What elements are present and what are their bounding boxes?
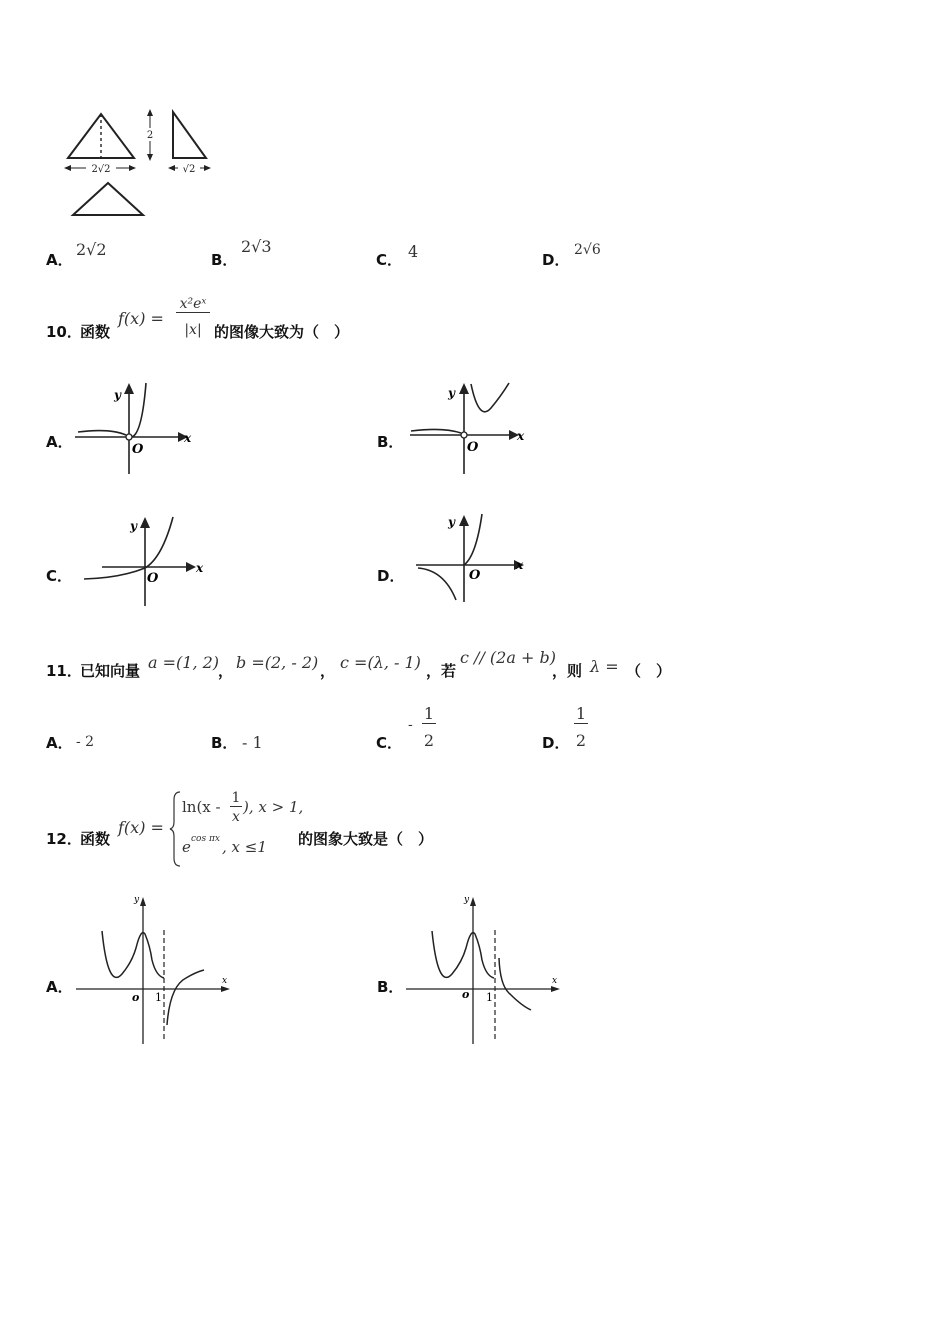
q9-option-d-label[interactable]: D． [542,251,570,269]
q12-a-axis-y: y [134,895,140,905]
q10-a-axis-y: y [114,388,121,402]
q10-option-b-label[interactable]: B． [377,433,404,451]
q11-sep2: ， [320,662,336,680]
q12-option-a-label[interactable]: A． [46,978,73,996]
q11-option-a-label[interactable]: A． [46,734,73,752]
q10-c-origin: O [147,571,159,586]
q11-paren: （ ） [626,662,672,680]
q12-b-tick: 1 [486,991,493,1004]
q9-options [46,237,906,270]
q9-top-view [73,183,143,215]
q11-sep1: ， [218,662,234,680]
q12-case1-b: ), x > 1, [243,798,304,816]
q10-prefix: 函数 [80,323,111,341]
q10-d-axis-y: y [448,515,455,529]
q10-option-d-label[interactable]: D． [377,567,405,585]
q11-option-c-label[interactable]: C． [376,734,403,752]
q10-d-origin: O [469,568,481,583]
q10-frac-num: x²eˣ [176,296,210,313]
q10-c-axis-x: x [196,561,204,575]
q10-a-axis-x: x [184,431,192,445]
q11-vec-b: b =(2, - 2) [236,653,319,672]
q12-case2-base: e [182,838,191,856]
q9-option-a-value: 2√2 [76,240,107,259]
q10-c-axis-y: y [130,519,137,533]
q11-option-d-den: 2 [575,731,587,750]
q10-d-axis-x: x [516,558,524,572]
q9-option-b-label[interactable]: B． [211,251,238,269]
q12-case1-a: ln(x - [182,798,221,816]
q10-graph-a [70,378,200,478]
q10-graph-b [405,378,535,478]
q12-option-b-label[interactable]: B． [377,978,404,996]
q12-b-axis-x: x [552,976,558,986]
q9-dim-height: 2 [146,130,154,141]
q11-stem [46,648,906,678]
q11-option-c-den: 2 [423,731,435,750]
q12-prefix: 函数 [80,830,111,848]
q10-option-a-label[interactable]: A． [46,433,73,451]
q10-func-lhs: f(x) = [118,309,164,328]
q12-stem [46,788,506,868]
q12-func-lhs: f(x) = [118,818,164,837]
q11-if: ，若 [426,662,457,680]
q9-dim-side: √2 [182,164,196,175]
q12-case2-exp: cos πx [191,834,220,844]
q10-option-c-label[interactable]: C． [46,567,73,585]
q10-graph-c [80,512,210,612]
q10-b-axis-y: y [448,386,455,400]
q12-case1-num: 1 [231,790,241,806]
q11-option-b-value: - 1 [242,733,263,752]
q9-three-view-figure [0,0,950,230]
q9-option-c-label[interactable]: C． [376,251,403,269]
q12-a-origin: o [132,991,140,1004]
q10-graph-d [410,510,540,610]
q11-lambda-eq: λ = [590,657,619,676]
q10-number: 10． [46,323,82,341]
q12-brace [170,790,182,868]
q11-number: 11． [46,662,82,680]
q12-case2-cond: , x ≤1 [222,838,267,856]
q11-option-d-label[interactable]: D． [542,734,570,752]
q11-option-c-sign: - [408,717,413,733]
q11-vec-c: c =(λ, - 1) [340,653,421,672]
q12-number: 12． [46,830,82,848]
q12-graph-b [400,890,570,1050]
q11-options [46,704,906,754]
q11-vec-a: a =(1, 2) [148,653,220,672]
q12-case1-den: x [232,809,240,825]
q9-option-c-value: 4 [408,242,419,261]
q12-b-axis-y: y [464,895,470,905]
q11-option-b-label[interactable]: B． [211,734,238,752]
q11-prefix: 已知向量 [80,662,141,680]
q9-side-view [173,112,206,158]
q10-b-axis-x: x [517,429,525,443]
q12-b-origin: o [462,988,470,1001]
q11-option-c-num: 1 [423,704,435,723]
q9-option-b-value: 2√3 [241,237,272,256]
q10-stem [46,298,466,350]
q12-graph-a [70,890,240,1050]
q9-dim-front: 2√2 [91,164,111,175]
q9-option-d-value: 2√6 [574,242,601,258]
q11-condition: c // (2a + b) [460,648,556,667]
q11-option-d-num: 1 [575,704,587,723]
q12-a-axis-x: x [222,976,228,986]
q10-suffix: 的图像大致为（ ） [214,323,350,341]
q12-a-tick: 1 [155,991,162,1004]
q11-then: ，则 [552,662,583,680]
q10-b-origin: O [467,440,479,455]
q10-frac-den: |x| [184,322,202,338]
q11-option-a-value: - 2 [76,734,95,750]
q10-a-origin: O [132,442,144,457]
q9-option-a-label[interactable]: A． [46,251,73,269]
q12-suffix: 的图象大致是（ ） [298,830,434,848]
